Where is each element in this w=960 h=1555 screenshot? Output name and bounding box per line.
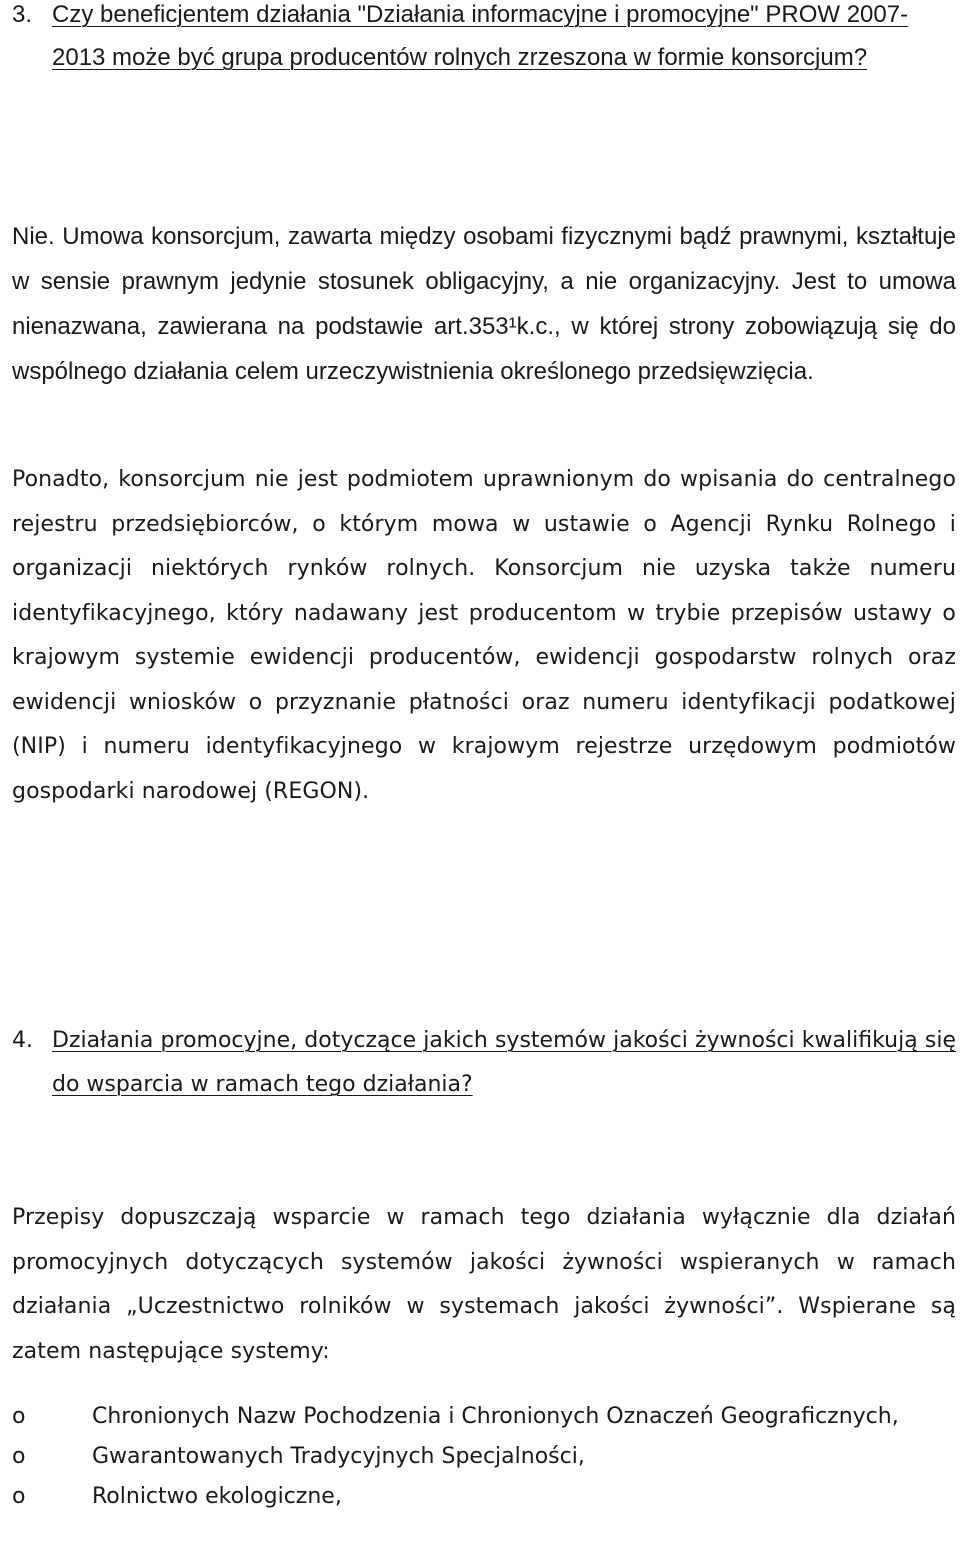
quality-systems-list bbox=[12, 1397, 956, 1517]
question-4-number: 4. bbox=[12, 1028, 33, 1053]
bullet-marker: o bbox=[12, 1444, 26, 1469]
bullet-marker: o bbox=[12, 1404, 26, 1429]
question-4-text: Działania promocyjne, dotyczące jakich systemów jakości żywności kwalifikują się do wsparcia w ramach tego działania? bbox=[52, 1028, 956, 1097]
bullet-marker: o bbox=[12, 1484, 26, 1509]
answer-4-paragraph: Przepisy dopuszczają wsparcie w ramach tego działania wyłącznie dla działań promocyjnych dotyczących systemów jakości żywności wspieranych w ramach działania „Uczestnictwo rolników w systemach jakości żywności”. Wspierane są zatem następujące systemy: bbox=[12, 1205, 956, 1364]
answer-3-paragraph-2: Ponadto, konsorcjum nie jest podmiotem uprawnionym do wpisania do centralnego rejestru przedsiębiorców, o którym mowa w ustawie o Agencji Rynku Rolnego i organizacji niektórych rynków rolnych. Konsorcjum nie uzyska także numeru identyfikacyjnego, który nadawany jest producentom w trybie przepisów ustawy o krajowym systemie ewidencji producentów, ewidencji gospodarstw rolnych oraz ewidencji wniosków o przyznanie płatności oraz numeru identyfikacji podatkowej (NIP) i numeru identyfikacyjnego w krajowym rejestrze urzędowym podmiotów gospodarki narodowej (REGON). bbox=[12, 467, 956, 804]
question-3-text: Czy beneficjentem działania "Działania informacyjne i promocyjne" PROW 2007-2013 może być grupa producentów rolnych zrzeszona w formie konsorcjum? bbox=[52, 1, 909, 71]
list-item bbox=[12, 1477, 956, 1517]
question-3-number: 3. bbox=[12, 1, 33, 28]
answer-3-paragraph-1: Nie. Umowa konsorcjum, zawarta między osobami fizycznymi bądź prawnymi, kształtuje w sensie prawnym jedynie stosunek obligacyjny, a nie organizacyjny. Jest to umowa nienazwana, zawierana na podstawie art.353¹k.c., w której strony zobowiązują się do wspólnego działania celem urzeczywistnienia określonego przedsięwzięcia. bbox=[12, 223, 956, 385]
list-item-text: Rolnictwo ekologiczne, bbox=[92, 1484, 342, 1509]
list-item-text: Chronionych Nazw Pochodzenia i Chronionych Oznaczeń Geograficznych, bbox=[92, 1404, 899, 1429]
question-3 bbox=[12, 0, 956, 79]
list-item-text: Gwarantowanych Tradycyjnych Specjalności, bbox=[92, 1444, 585, 1469]
list-item bbox=[12, 1397, 956, 1437]
list-item bbox=[12, 1437, 956, 1477]
question-4 bbox=[12, 1019, 956, 1107]
